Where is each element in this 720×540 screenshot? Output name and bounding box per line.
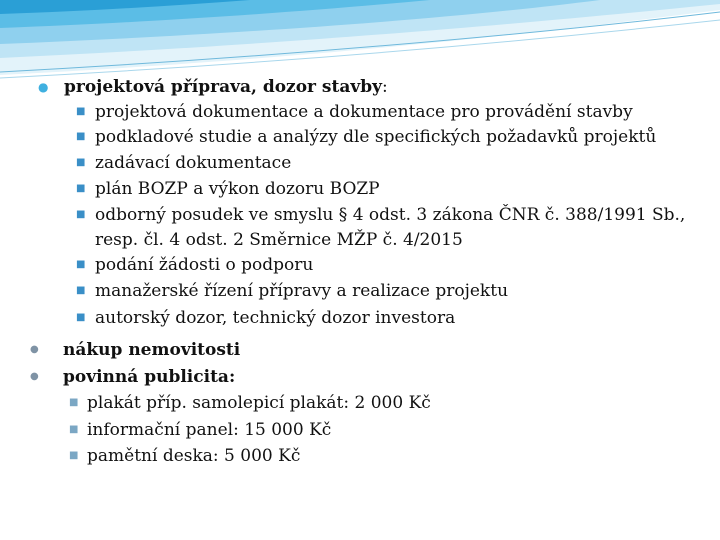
list-item: informační panel: 15 000 Kč [87, 420, 332, 440]
list-item-continuation: resp. čl. 4 odst. 2 Směrnice MŽP č. 4/2015 [95, 230, 463, 250]
list-item: odborný posudek ve smyslu § 4 odst. 3 zákona ČNR č. 388/1991 Sb., [95, 205, 686, 225]
list-item: manažerské řízení přípravy a realizace projektu [95, 281, 509, 301]
bullet-dot-icon: ● [30, 371, 39, 382]
square-bullet-icon: ■ [69, 424, 79, 435]
list-item: podkladové studie a analýzy dle specifických požadavků projektů [95, 127, 657, 147]
list-item: plakát příp. samolepicí plakát: 2 000 Kč [87, 393, 431, 413]
square-bullet-icon: ■ [76, 106, 86, 117]
list-item: zadávací dokumentace [95, 153, 292, 173]
list-item: pamětní deska: 5 000 Kč [87, 446, 301, 466]
square-bullet-icon: ■ [76, 131, 86, 142]
bullet-dot-icon: ● [30, 344, 39, 355]
square-bullet-icon: ■ [69, 450, 79, 461]
square-bullet-icon: ■ [76, 312, 86, 323]
square-bullet-icon: ■ [76, 209, 86, 220]
bullet-dot-icon: ● [38, 80, 49, 94]
square-bullet-icon: ■ [76, 157, 86, 168]
section-heading-povinna-publicita: povinná publicita: [63, 367, 236, 387]
section-heading-nakup-nemovitosti: nákup nemovitosti [63, 340, 241, 360]
list-item: autorský dozor, technický dozor investora [95, 308, 456, 328]
list-item: plán BOZP a výkon dozoru BOZP [95, 179, 380, 199]
section-heading-projektova-priprava: projektová příprava, dozor stavby: [64, 77, 388, 97]
square-bullet-icon: ■ [69, 397, 79, 408]
square-bullet-icon: ■ [76, 259, 86, 270]
square-bullet-icon: ■ [76, 183, 86, 194]
square-bullet-icon: ■ [76, 285, 86, 296]
list-item: projektová dokumentace a dokumentace pro provádění stavby [95, 102, 633, 122]
list-item: podání žádosti o podporu [95, 255, 314, 275]
